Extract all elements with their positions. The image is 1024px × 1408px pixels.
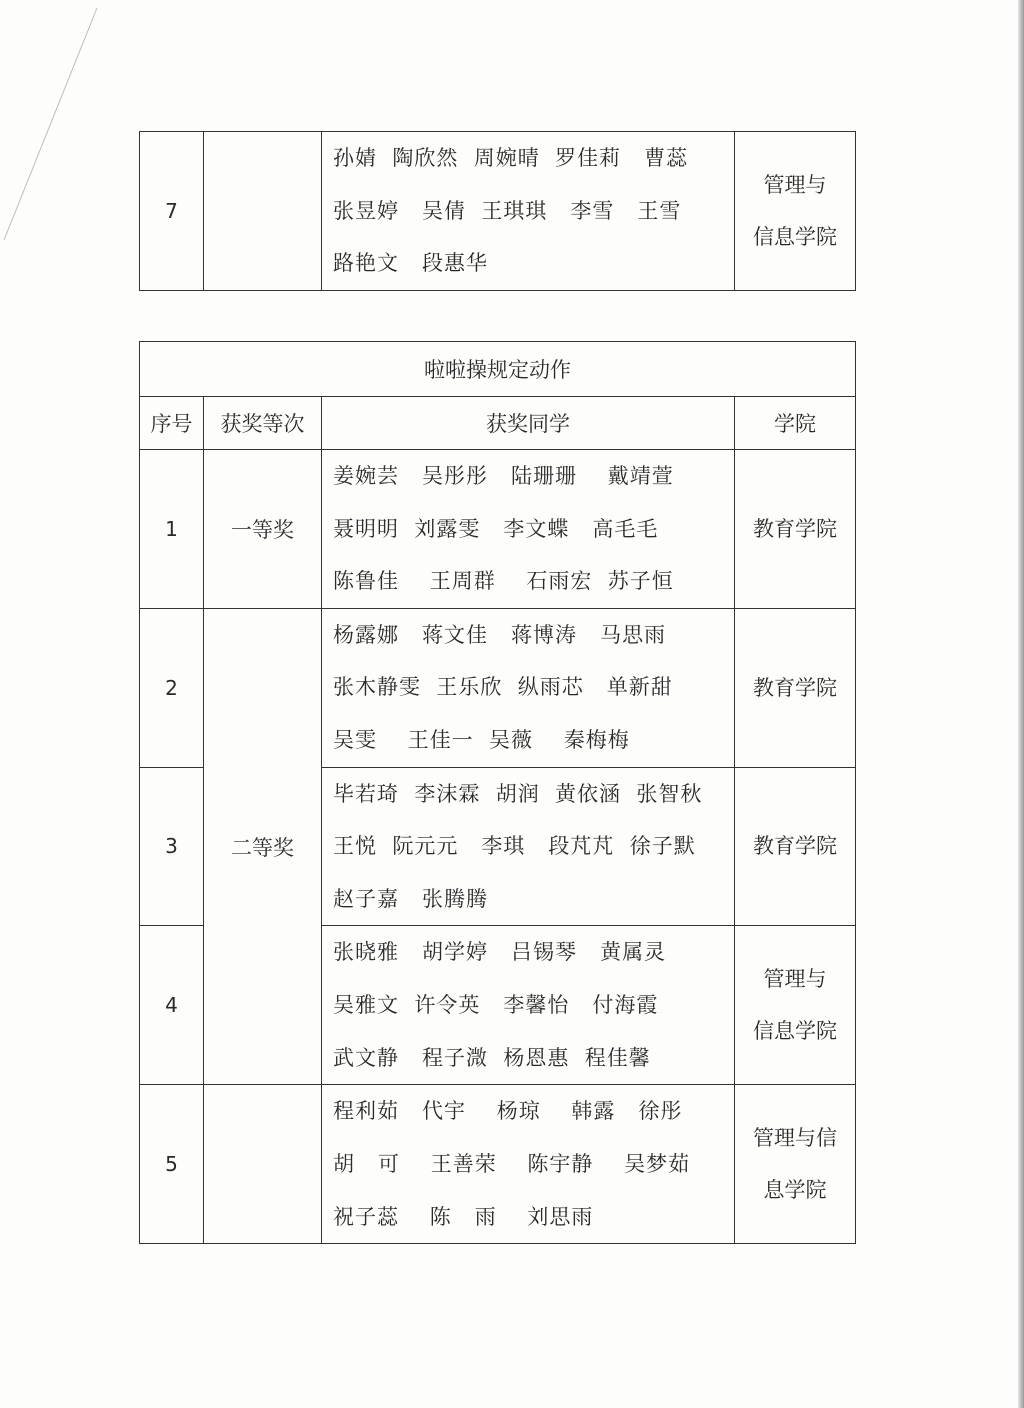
header-college: 学院 [735, 397, 856, 450]
college-line: 息学院 [763, 1178, 827, 1203]
name-line: 姜婉芸 吴彤彤 陆珊珊 戴靖萱 [333, 464, 674, 488]
name-line: 路艳文 段惠华 [333, 251, 489, 276]
name-line: 武文静 程子溦 杨恩惠 程佳馨 [333, 1045, 651, 1070]
award-cell: 二等奖 [204, 608, 322, 1085]
seq-cell: 7 [140, 132, 204, 291]
college-line: 管理与 [763, 173, 827, 197]
college-cell [735, 767, 856, 926]
students-cell [322, 926, 735, 1085]
header-seq: 序号 [140, 397, 204, 450]
college-cell [735, 608, 856, 767]
college-line: 教育学院 [753, 834, 837, 859]
college-cell [735, 450, 856, 609]
college-line: 教育学院 [753, 675, 837, 700]
name-line: 程利茹 代宇 杨琼 韩露 徐彤 [333, 1099, 683, 1124]
college-line: 信息学院 [753, 1019, 837, 1044]
header-students: 获奖同学 [322, 397, 735, 450]
name-line: 王悦 阮元元 李琪 段芃芃 徐子默 [333, 834, 696, 859]
name-line: 聂明明 刘露雯 李文蝶 高毛毛 [333, 516, 659, 541]
seq-cell: 4 [140, 926, 204, 1085]
name-line: 赵子嘉 张腾腾 [333, 886, 489, 911]
table-title: 啦啦操规定动作 [140, 342, 856, 397]
table-row [140, 1085, 856, 1244]
name-line: 吴雅文 许令英 李馨怡 付海霞 [333, 993, 659, 1018]
students-cell [322, 450, 735, 609]
name-line: 孙婧 陶欣然 周婉晴 罗佳莉 曹蕊 [333, 146, 689, 171]
seq-cell: 2 [140, 608, 204, 767]
students-cell [322, 1085, 735, 1244]
name-line: 陈鲁佳 王周群 石雨宏 苏子恒 [333, 569, 674, 594]
college-line: 管理与 [763, 967, 827, 992]
table-row [140, 132, 856, 291]
name-line: 张晓雅 胡学婷 吕锡琴 黄属灵 [333, 940, 667, 965]
name-line: 祝子蕊 陈 雨 刘思雨 [333, 1204, 594, 1229]
award-cell [204, 1085, 322, 1244]
award-cell [204, 132, 322, 291]
table-title-row [140, 342, 856, 397]
award-cell: 一等奖 [204, 450, 322, 609]
header-award: 获奖等次 [204, 397, 322, 450]
name-line: 毕若琦 李沫霖 胡润 黄依涵 张智秋 [333, 781, 703, 806]
name-line: 张昱婷 吴倩 王琪琪 李雪 王雪 [333, 198, 682, 223]
table-row [140, 608, 856, 767]
award-table-continued [139, 131, 856, 291]
table-header-row [140, 397, 856, 450]
students-cell [322, 767, 735, 926]
table-row [140, 450, 856, 609]
seq-cell: 5 [140, 1085, 204, 1244]
college-line: 管理与信 [753, 1126, 837, 1151]
name-line: 杨露娜 蒋文佳 蒋博涛 马思雨 [333, 622, 667, 647]
cheerleading-award-table [139, 341, 856, 1244]
name-line: 胡 可 王善荣 陈宇静 吴梦茹 [333, 1151, 691, 1176]
name-line: 吴雯 王佳一 吴薇 秦梅梅 [333, 727, 630, 752]
college-cell [735, 926, 856, 1085]
college-line: 信息学院 [753, 225, 837, 249]
college-cell [735, 1085, 856, 1244]
name-line: 张木静雯 王乐欣 纵雨芯 单新甜 [333, 675, 673, 700]
page-edge [1018, 0, 1024, 1408]
students-cell [322, 608, 735, 767]
students-cell [322, 132, 735, 291]
college-line: 教育学院 [753, 516, 837, 541]
seq-cell: 1 [140, 450, 204, 609]
seq-cell: 3 [140, 767, 204, 926]
college-cell [735, 132, 856, 291]
